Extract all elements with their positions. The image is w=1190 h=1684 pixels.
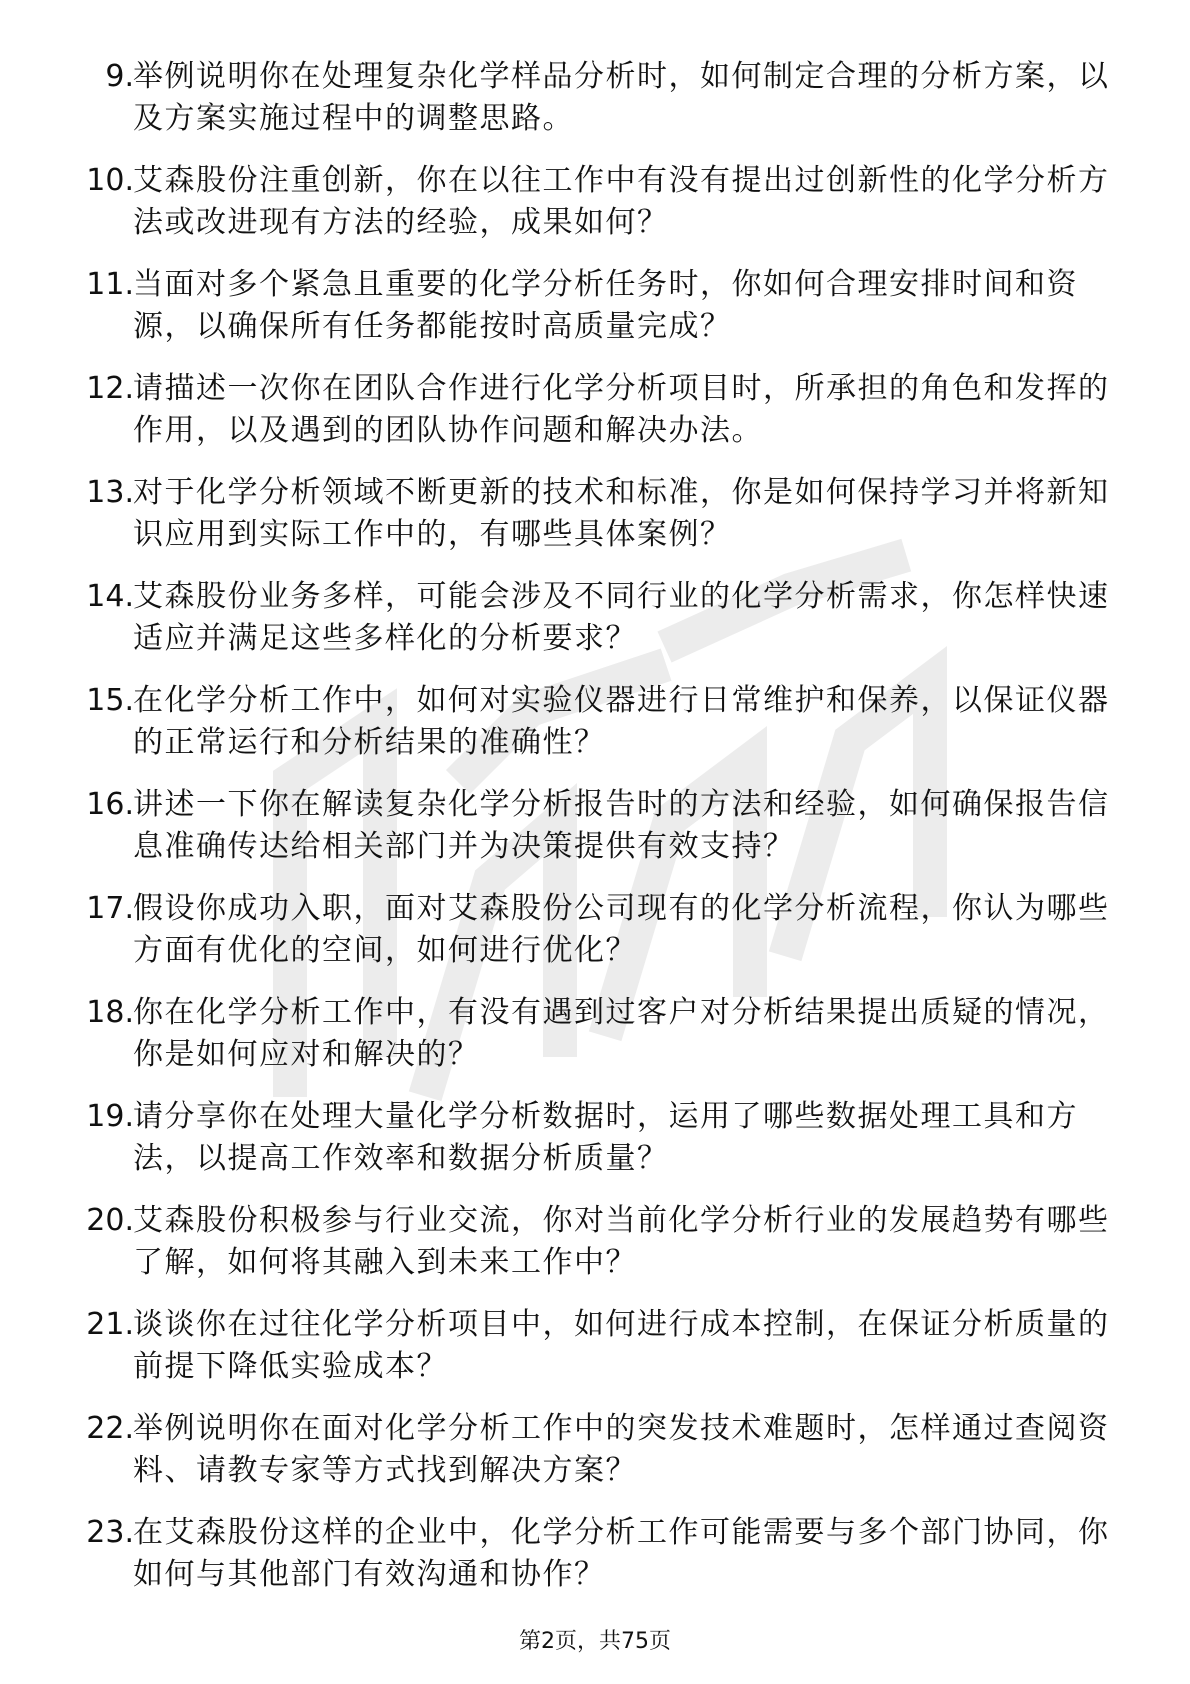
question-text: 谈谈你在过往化学分析项目中，如何进行成本控制，在保证分析质量的前提下降低实验成本？ bbox=[133, 1307, 1110, 1384]
question-number: 23. bbox=[86, 1515, 134, 1550]
question-item bbox=[0, 50, 1190, 154]
question-number: 18. bbox=[86, 995, 134, 1030]
question-item bbox=[0, 1194, 1190, 1298]
question-number: 10. bbox=[86, 163, 134, 198]
question-text: 在化学分析工作中，如何对实验仪器进行日常维护和保养，以保证仪器的正常运行和分析结果的准确性？ bbox=[133, 683, 1110, 760]
question-number: 9. bbox=[105, 59, 134, 94]
question-number: 12. bbox=[86, 371, 134, 406]
question-item bbox=[0, 882, 1190, 986]
question-number: 22. bbox=[86, 1411, 134, 1446]
question-item bbox=[0, 466, 1190, 570]
question-text: 举例说明你在面对化学分析工作中的突发技术难题时，怎样通过查阅资料、请教专家等方式找到解决方案？ bbox=[133, 1411, 1110, 1488]
question-text: 当面对多个紧急且重要的化学分析任务时，你如何合理安排时间和资源，以确保所有任务都能按时高质量完成？ bbox=[133, 267, 1078, 344]
question-item bbox=[0, 154, 1190, 258]
question-item bbox=[0, 778, 1190, 882]
question-number: 11. bbox=[86, 267, 134, 302]
question-item bbox=[0, 362, 1190, 466]
question-text: 请分享你在处理大量化学分析数据时，运用了哪些数据处理工具和方法，以提高工作效率和数据分析质量？ bbox=[133, 1099, 1078, 1176]
question-text: 你在化学分析工作中，有没有遇到过客户对分析结果提出质疑的情况，你是如何应对和解决的？ bbox=[133, 995, 1110, 1072]
question-text: 请描述一次你在团队合作进行化学分析项目时，所承担的角色和发挥的作用，以及遇到的团队协作问题和解决办法。 bbox=[133, 371, 1110, 448]
question-number: 17. bbox=[86, 891, 134, 926]
question-number: 20. bbox=[86, 1203, 134, 1238]
question-number: 14. bbox=[86, 579, 134, 614]
question-number: 13. bbox=[86, 475, 134, 510]
question-number: 16. bbox=[86, 787, 134, 822]
question-item bbox=[0, 986, 1190, 1090]
question-item bbox=[0, 1298, 1190, 1402]
question-text: 艾森股份业务多样，可能会涉及不同行业的化学分析需求，你怎样快速适应并满足这些多样化的分析要求？ bbox=[133, 579, 1110, 656]
question-item bbox=[0, 570, 1190, 674]
question-item bbox=[0, 1090, 1190, 1194]
question-item bbox=[0, 1402, 1190, 1506]
question-item bbox=[0, 674, 1190, 778]
question-text: 对于化学分析领域不断更新的技术和标准，你是如何保持学习并将新知识应用到实际工作中的，有哪些具体案例？ bbox=[133, 475, 1110, 552]
question-list bbox=[0, 50, 1190, 1610]
question-item bbox=[0, 1506, 1190, 1610]
page-number-footer: 第2页，共75页 bbox=[519, 1629, 671, 1654]
question-number: 19. bbox=[86, 1099, 134, 1134]
question-number: 21. bbox=[86, 1307, 134, 1342]
question-text: 讲述一下你在解读复杂化学分析报告时的方法和经验，如何确保报告信息准确传达给相关部门并为决策提供有效支持？ bbox=[133, 787, 1110, 864]
question-item bbox=[0, 258, 1190, 362]
question-text: 在艾森股份这样的企业中，化学分析工作可能需要与多个部门协同，你如何与其他部门有效沟通和协作？ bbox=[133, 1515, 1110, 1592]
question-text: 假设你成功入职，面对艾森股份公司现有的化学分析流程，你认为哪些方面有优化的空间，如何进行优化？ bbox=[133, 891, 1110, 968]
question-text: 艾森股份注重创新，你在以往工作中有没有提出过创新性的化学分析方法或改进现有方法的经验，成果如何？ bbox=[133, 163, 1110, 240]
question-text: 举例说明你在处理复杂化学样品分析时，如何制定合理的分析方案，以及方案实施过程中的调整思路。 bbox=[133, 59, 1110, 136]
question-number: 15. bbox=[86, 683, 134, 718]
question-text: 艾森股份积极参与行业交流，你对当前化学分析行业的发展趋势有哪些了解，如何将其融入到未来工作中？ bbox=[133, 1203, 1110, 1280]
